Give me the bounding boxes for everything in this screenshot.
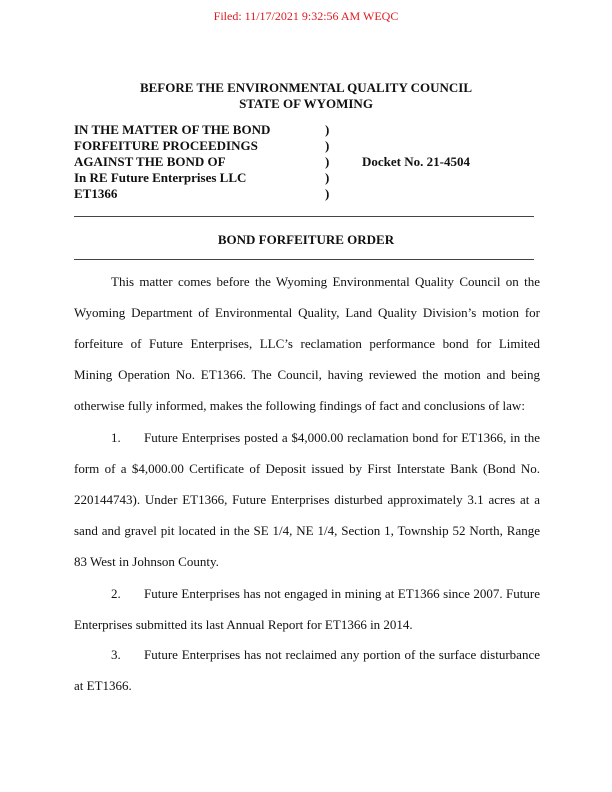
state-heading: STATE OF WYOMING (239, 96, 373, 111)
intro-paragraph: This matter comes before the Wyoming Environmental Quality Council on the Wyoming Department of Environmental Quality, Land Quality Division’s motion for forfeiture of Future Enterprises, LLC’s reclamation performance bond for Limited Mining Operation No. ET1366. The Council, having reviewed the motion and being otherwise fully informed, makes the following findings of fact and conclusions of law: (74, 274, 540, 413)
caption-line: ET1366 (74, 186, 118, 201)
finding-number: 2. (111, 586, 121, 601)
bracket: ) (325, 122, 330, 137)
finding-3 (74, 639, 540, 701)
divider-top (74, 216, 534, 217)
bracket: ) (325, 186, 330, 201)
finding-text: Future Enterprises posted a $4,000.00 reclamation bond for ET1366, in the form of a $4,000.00 Certificate of Deposit issued by First Interstate Bank (Bond No. 220144743). Under ET1366, Future Enterprises disturbed approximately 3.1 acres at a sand and gravel pit located in the SE 1/4, NE 1/4, Section 1, Township 52 North, Range 83 West in Johnson County. (74, 430, 540, 569)
council-heading: BEFORE THE ENVIRONMENTAL QUALITY COUNCIL (139, 80, 473, 95)
bracket: ) (325, 138, 330, 153)
caption-line: AGAINST THE BOND OF (74, 154, 226, 169)
bracket: ) (325, 154, 330, 169)
bracket: ) (325, 170, 330, 185)
finding-text: Future Enterprises has not reclaimed any portion of the surface disturbance at ET1366. (74, 647, 540, 693)
case-caption (74, 122, 270, 202)
divider-bottom (74, 259, 534, 260)
caption-line: IN THE MATTER OF THE BOND (74, 122, 271, 137)
caption-line: In RE Future Enterprises LLC (74, 170, 247, 185)
finding-text: Future Enterprises has not engaged in mining at ET1366 since 2007. Future Enterprises submitted its last Annual Report for ET1366 in 2014. (74, 586, 540, 632)
caption-line: FORFEITURE PROCEEDINGS (74, 138, 258, 153)
docket-number: Docket No. 21-4504 (362, 154, 470, 169)
finding-1 (74, 422, 540, 577)
filed-stamp: Filed: 11/17/2021 9:32:56 AM WEQC (213, 9, 399, 23)
finding-2 (74, 578, 540, 640)
order-title: BOND FORFEITURE ORDER (217, 232, 395, 247)
caption-brackets (325, 122, 329, 202)
finding-number: 3. (111, 647, 121, 662)
finding-number: 1. (111, 430, 121, 445)
